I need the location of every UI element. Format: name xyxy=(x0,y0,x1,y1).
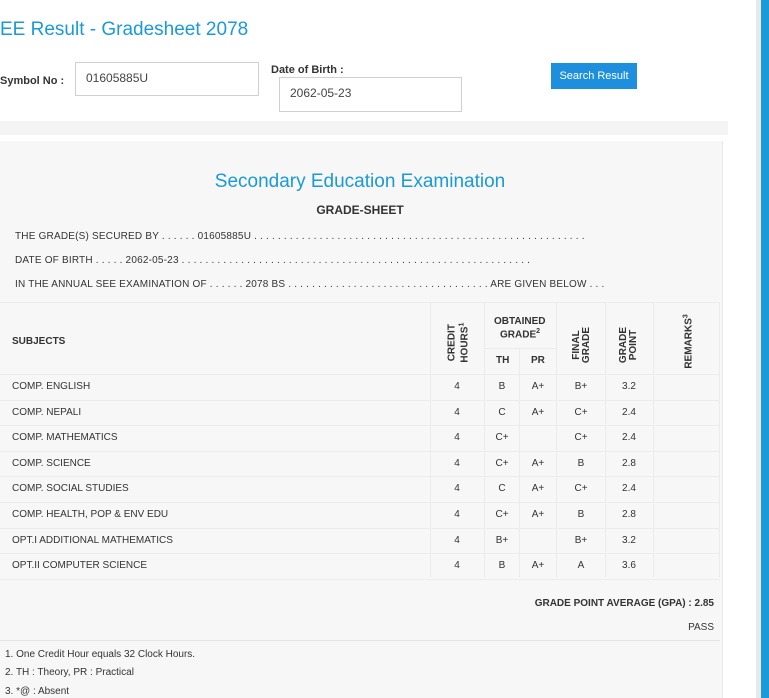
final-grade-header: FINAL GRADE xyxy=(571,326,592,364)
col-sep xyxy=(605,302,606,577)
pr-cell: A+ xyxy=(531,381,545,392)
symbol-input[interactable]: 01605885U xyxy=(75,62,259,96)
subjects-header: SUBJECTS xyxy=(12,336,66,347)
gp-cell: 3.6 xyxy=(622,560,636,571)
row-divider xyxy=(0,400,720,401)
row-divider xyxy=(0,425,720,426)
final-cell: A xyxy=(577,560,585,571)
subject-name: COMP. ENGLISH xyxy=(12,381,91,392)
obtained-header-line2: GRADE$^2$ xyxy=(500,328,541,341)
credit-cell: 4 xyxy=(454,560,460,571)
col-sep xyxy=(430,302,431,577)
col-sep xyxy=(653,302,654,577)
pr-cell: A+ xyxy=(531,483,545,494)
final-cell: C+ xyxy=(574,483,588,494)
final-cell: C+ xyxy=(574,432,588,443)
gp-cell: 2.4 xyxy=(622,432,636,443)
final-cell: C+ xyxy=(574,407,588,418)
secured-by-line: THE GRADE(S) SECURED BY . . . . . . 01605885U . . . . . . . . . . . . . . . . . . . . . . . . . . . . . . . . . . . . . . . . . . . . . . . . . . . . . . . . xyxy=(15,231,585,242)
obtained-header-line1: OBTAINED xyxy=(494,316,546,327)
subject-name: COMP. MATHEMATICS xyxy=(12,432,118,443)
grade-sheet xyxy=(0,141,723,698)
gp-cell: 2.8 xyxy=(622,458,636,469)
col-sep xyxy=(519,348,520,577)
row-divider xyxy=(0,553,720,554)
scrollbar[interactable] xyxy=(761,0,769,698)
subject-name: COMP. SOCIAL STUDIES xyxy=(12,483,129,494)
dob-input[interactable]: 2062-05-23 xyxy=(279,77,462,112)
gp-cell: 3.2 xyxy=(622,535,636,546)
credit-cell: 4 xyxy=(454,381,460,392)
pr-cell: A+ xyxy=(531,560,545,571)
col-sep xyxy=(719,302,720,577)
th-cell: B+ xyxy=(495,535,509,546)
row-divider xyxy=(0,502,720,503)
exam-title: Secondary Education Examination xyxy=(214,171,506,192)
gp-cell: 2.4 xyxy=(622,407,636,418)
subject-name: COMP. SCIENCE xyxy=(12,458,91,469)
credit-cell: 4 xyxy=(454,535,460,546)
pr-cell: A+ xyxy=(531,407,545,418)
pr-cell: A+ xyxy=(531,458,545,469)
subject-name: COMP. HEALTH, POP & ENV EDU xyxy=(12,509,169,520)
remarks-header: REMARKS$^3$ xyxy=(682,314,695,369)
symbol-label: Symbol No : xyxy=(0,75,65,87)
subject-name: OPT.II COMPUTER SCIENCE xyxy=(12,560,148,571)
search-result-button[interactable]: Search Result xyxy=(551,63,637,89)
th-cell: B xyxy=(498,560,506,571)
dob-label: Date of Birth : xyxy=(271,64,344,76)
gp-cell: 2.4 xyxy=(622,483,636,494)
footnote-2: 2. TH : Theory, PR : Practical xyxy=(5,667,134,678)
row-divider xyxy=(0,528,720,529)
footnote-divider xyxy=(0,640,720,641)
final-cell: B+ xyxy=(574,535,588,546)
credit-cell: 4 xyxy=(454,509,460,520)
th-cell: C+ xyxy=(495,458,509,469)
gp-cell: 3.2 xyxy=(622,381,636,392)
th-cell: C xyxy=(498,407,506,418)
subject-name: OPT.I ADDITIONAL MATHEMATICS xyxy=(12,535,173,546)
final-cell: B xyxy=(577,458,585,469)
gp-cell: 2.8 xyxy=(622,509,636,520)
row-divider xyxy=(0,476,720,477)
pr-cell: A+ xyxy=(531,509,545,520)
row-divider xyxy=(0,374,720,375)
section-divider xyxy=(0,121,728,135)
pr-header: PR xyxy=(531,355,545,366)
footnote-3: 3. *@ : Absent xyxy=(5,686,70,697)
credit-cell: 4 xyxy=(454,407,460,418)
col-sep xyxy=(556,302,557,577)
th-cell: C xyxy=(498,483,506,494)
obtained-sub-line xyxy=(484,348,556,349)
grade-point-header: GRADE POINT xyxy=(618,326,639,364)
result-status: PASS xyxy=(688,622,714,633)
gpa-summary: GRADE POINT AVERAGE (GPA) : 2.85 xyxy=(534,598,714,609)
credit-hours-header: CREDIT HOURS$^1$ xyxy=(446,322,471,363)
gradesheet-heading: GRADE-SHEET xyxy=(316,203,404,217)
subject-name: COMP. NEPALI xyxy=(12,407,82,418)
table-top-line xyxy=(0,302,720,303)
dob-line: DATE OF BIRTH . . . . . 2062-05-23 . . . . . . . . . . . . . . . . . . . . . . . . . . . . . . . . . . . . . . . . . . . . . . . . . . . . . . . . . . . xyxy=(15,255,531,266)
row-divider xyxy=(0,451,720,452)
credit-cell: 4 xyxy=(454,432,460,443)
th-cell: B xyxy=(498,381,506,392)
credit-cell: 4 xyxy=(454,483,460,494)
credit-cell: 4 xyxy=(454,458,460,469)
page-title: EE Result - Gradesheet 2078 xyxy=(0,19,249,40)
final-cell: B xyxy=(577,509,585,520)
col-sep xyxy=(484,302,485,577)
th-header: TH xyxy=(496,355,510,366)
th-cell: C+ xyxy=(495,432,509,443)
footnote-1: 1. One Credit Hour equals 32 Clock Hours. xyxy=(5,649,196,660)
th-cell: C+ xyxy=(495,509,509,520)
final-cell: B+ xyxy=(574,381,588,392)
exam-line: IN THE ANNUAL SEE EXAMINATION OF . . . . . . 2078 BS . . . . . . . . . . . . . . . . . . . . . . . . . . . . . . . . . . ARE GIVEN BELOW . . . xyxy=(15,279,605,290)
table-bottom-line xyxy=(0,579,720,580)
